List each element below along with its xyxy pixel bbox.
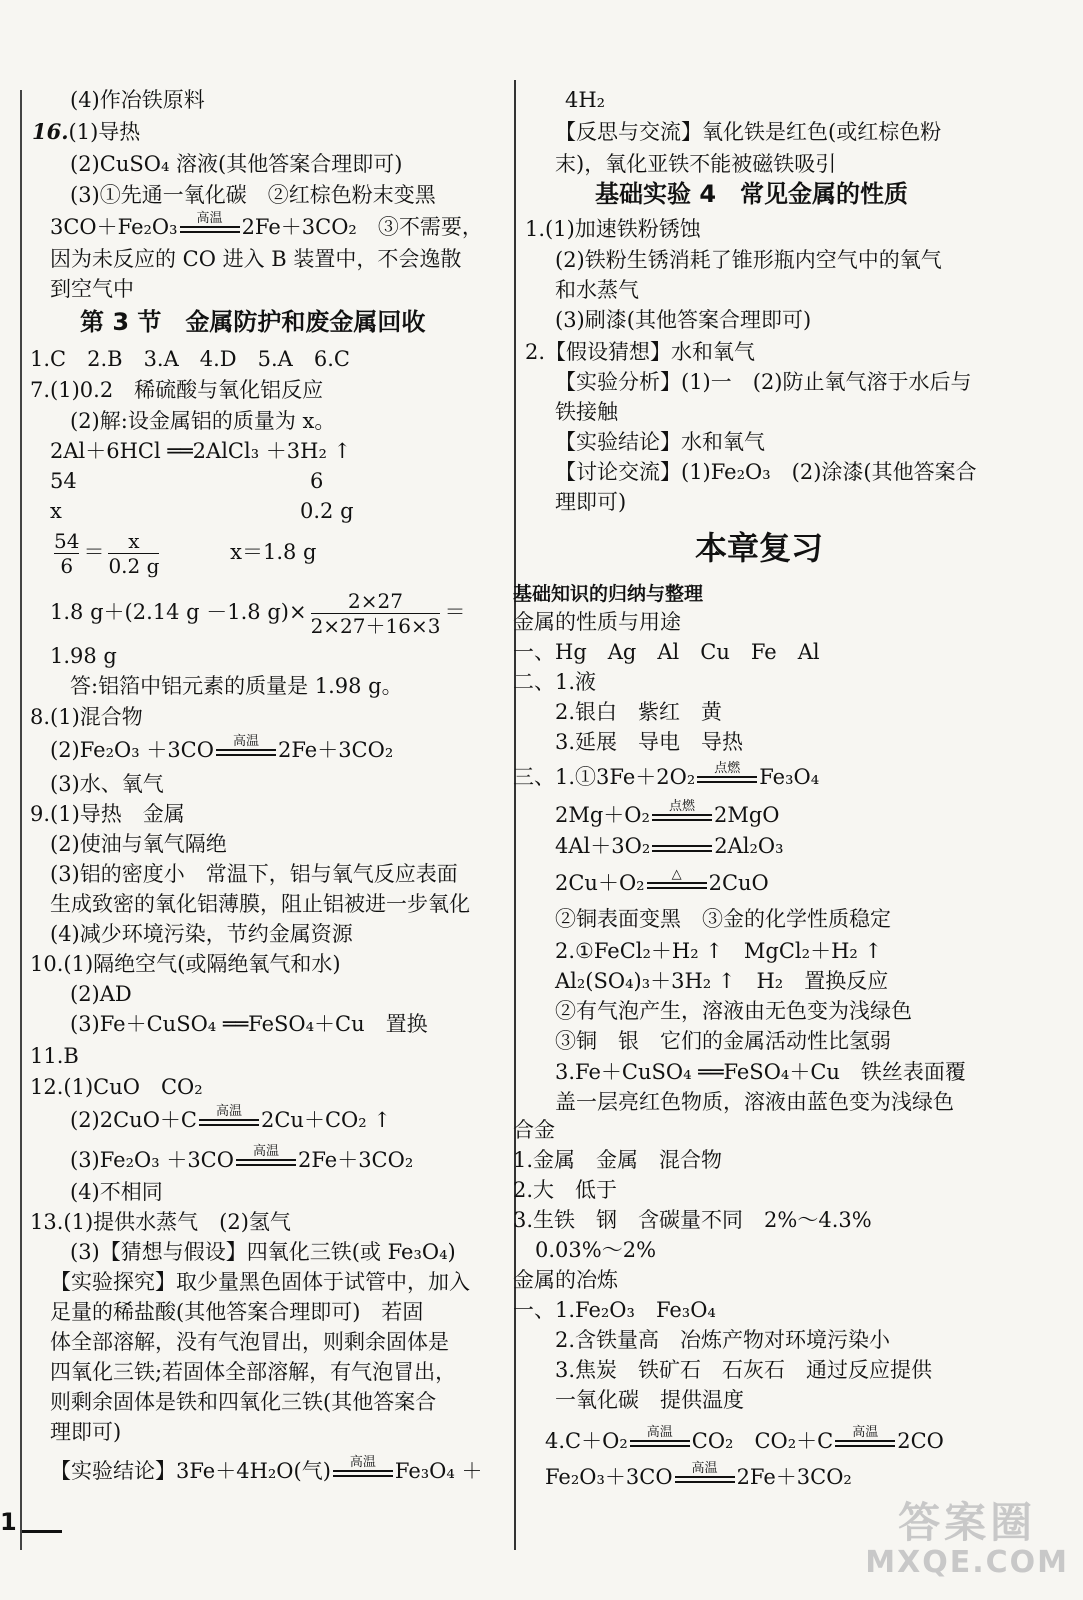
reaction-condition	[647, 868, 707, 897]
answer-line: (3)水、氧气	[50, 772, 164, 796]
equation-left: 2Mg＋O₂	[555, 803, 650, 827]
equation-right: 2CuO	[708, 871, 769, 895]
equals-bar	[647, 882, 707, 889]
answer-line: 0.03%～2%	[535, 1238, 657, 1262]
answer-line: 1.金属 金属 混合物	[513, 1148, 723, 1172]
equation-right: Fe₃O₄ ＋	[394, 1459, 483, 1483]
condition-text: 点燃	[668, 799, 695, 814]
answer-line: ③铜 银 它们的金属活动性比氢弱	[555, 1029, 891, 1053]
equation-right: 2Fe＋3CO₂	[297, 1148, 414, 1172]
condition-text: 高温	[196, 211, 223, 226]
ratio-value: 0.2 g	[300, 499, 354, 523]
reaction-condition	[180, 212, 240, 241]
reaction-condition	[199, 1105, 259, 1134]
reaction-condition	[652, 800, 712, 829]
topic-heading: 金属的冶炼	[513, 1268, 618, 1292]
equation-left: (2)Fe₂O₃ ＋3CO	[50, 738, 214, 762]
equation-line	[50, 212, 483, 241]
equals-bar	[333, 1470, 393, 1477]
answer-line: 【实验结论】水和氧气	[555, 430, 765, 454]
equation-right: 2Fe＋3CO₂	[277, 738, 394, 762]
reaction-condition	[630, 1426, 690, 1455]
answer-line: 足量的稀盐酸(其他答案合理即可) 若固	[50, 1300, 424, 1324]
equation-left: 2Cu＋O₂	[555, 871, 645, 895]
condition-text: 高温	[852, 1425, 879, 1440]
chapter-review-title: 本章复习	[695, 529, 824, 567]
equals-bar	[630, 1440, 690, 1447]
answer-line: 铁接触	[555, 400, 618, 424]
footer-decoration	[22, 1526, 62, 1533]
equals-bar	[652, 845, 712, 852]
answer-line: 1.C 2.B 3.A 4.D 5.A 6.C	[30, 347, 350, 371]
topic-heading: 合金	[513, 1118, 555, 1142]
answer-line: 一、1.Fe₂O₃ Fe₃O₄	[513, 1298, 716, 1322]
calc-left: 1.8 g＋(2.14 g －1.8 g)×	[50, 600, 307, 624]
answer-line: 2.含铁量高 冶炼产物对环境污染小	[555, 1328, 891, 1352]
answer-line: (3)【猜想与假设】四氧化三铁(或 Fe₃O₄)	[70, 1240, 456, 1264]
answer-line: 1.(1)加速铁粉锈蚀	[525, 217, 701, 241]
equation-right: 2Fe＋3CO₂ ③不需要，	[241, 215, 483, 239]
result: x＝1.8 g	[230, 540, 317, 564]
question-number: 16.	[32, 119, 69, 144]
answer-line: 【讨论交流】(1)Fe₂O₃ (2)涂漆(其他答案合	[555, 460, 977, 484]
equation-line	[50, 735, 393, 764]
reaction-condition	[697, 762, 757, 791]
answer-line: 则剩余固体是铁和四氧化三铁(其他答案合	[50, 1390, 437, 1414]
answer-line: (4)作冶铁原料	[70, 88, 205, 112]
condition-text: 高温	[232, 734, 259, 749]
reaction-condition	[236, 1145, 296, 1174]
answer-line: 一、Hg Ag Al Cu Fe Al	[513, 640, 820, 664]
fraction	[311, 589, 441, 638]
equals-bar	[236, 1159, 296, 1166]
ratio-value: x	[50, 499, 62, 523]
answer-line: 【实验分析】(1)一 (2)防止氧气溶于水后与	[555, 370, 972, 394]
equation-line	[50, 1456, 483, 1485]
answer-line: 【反思与交流】氧化铁是红色(或红棕色粉	[555, 120, 942, 144]
answer-line: 体全部溶解，没有气泡冒出，则剩余固体是	[50, 1330, 449, 1354]
page-number: 1	[0, 1508, 17, 1536]
answer-line: ②铜表面变黑 ③金的化学性质稳定	[555, 907, 891, 931]
numerator: x	[108, 529, 159, 554]
subsection-heading: 基础知识的归纳与整理	[513, 583, 704, 605]
watermark-url: MXQE.COM	[865, 1545, 1069, 1580]
equation-left: 4Al＋3O₂	[555, 834, 651, 858]
answer-line: 3.延展 导电 导热	[555, 730, 744, 754]
reaction-condition	[652, 845, 712, 860]
reaction-condition	[216, 735, 276, 764]
equation-line	[555, 800, 779, 829]
answer-line: 2.银白 紫红 黄	[555, 700, 723, 724]
answer-line: 2.①FeCl₂＋H₂ ↑ MgCl₂＋H₂ ↑	[555, 939, 883, 963]
answer-line: 末)，氧化亚铁不能被磁铁吸引	[555, 152, 837, 176]
answer-line: (2)使油与氧气隔绝	[50, 832, 227, 856]
answer-line: (3)Fe＋CuSO₄ ══FeSO₄＋Cu 置换	[70, 1012, 428, 1036]
proportion-line: $\frac{54}{6}$ ＝ $\frac{x}{0.2 g}$ x＝1.8 g	[54, 529, 317, 578]
answer-line: 理即可)	[555, 490, 627, 514]
condition-text: 高温	[691, 1461, 718, 1476]
equals-bar	[697, 776, 757, 783]
answer-line: (3)①先通一氧化碳 ②红棕色粉末变黑	[70, 183, 436, 207]
answer-line: 因为未反应的 CO 进入 B 装置中，不会逸散	[50, 247, 462, 271]
answer-line: 3.Fe＋CuSO₄ ══FeSO₄＋Cu 铁丝表面覆	[555, 1060, 966, 1084]
equals-bar	[675, 1476, 735, 1483]
answer-line: 【实验探究】取少量黑色固体于试管中，加入	[50, 1270, 470, 1294]
equals: ＝	[444, 600, 466, 624]
answer-line: 答:铝箔中铝元素的质量是 1.98 g。	[70, 674, 403, 698]
denominator: 2×27＋16×3	[310, 614, 441, 638]
question-16	[32, 118, 140, 146]
answer-line: (3)刷漆(其他答案合理即可)	[555, 308, 812, 332]
equation-left: 3CO＋Fe₂O₃	[50, 215, 178, 239]
answer-line: (2)AD	[70, 982, 132, 1006]
equation-right: 2Cu＋CO₂ ↑	[260, 1108, 391, 1132]
fraction	[54, 529, 79, 578]
answer-line: 一氧化碳 提供温度	[555, 1388, 744, 1412]
answer-line: 10.(1)隔绝空气(或隔绝氧气和水)	[30, 952, 341, 976]
answer-line: 四氧化三铁;若固体全部溶解，有气泡冒出，	[50, 1360, 457, 1384]
equals-bar	[835, 1440, 895, 1447]
section-heading: 基础实验 4 常见金属的性质	[595, 180, 909, 208]
answer-line: 理即可)	[50, 1420, 122, 1444]
reaction-condition	[835, 1426, 895, 1455]
section-heading: 第 3 节 金属防护和废金属回收	[80, 308, 426, 336]
answer-line: (4)减少环境污染，节约金属资源	[50, 922, 353, 946]
equation-line	[513, 762, 819, 791]
equation-left: 4.C＋O₂	[545, 1429, 628, 1453]
reaction-condition	[333, 1456, 393, 1485]
answer-line: (4)不相同	[70, 1180, 163, 1204]
answer-line: 3.焦炭 铁矿石 石灰石 通过反应提供	[555, 1358, 933, 1382]
equation-right: 2MgO	[713, 803, 780, 827]
watermark-title: 答案圈	[898, 1498, 1037, 1547]
answer-line: 9.(1)导热 金属	[30, 802, 185, 826]
denominator: 6	[60, 554, 74, 578]
condition-text: 高温	[215, 1104, 242, 1119]
answer-line: (3)铝的密度小 常温下，铝与氧气反应表面	[50, 862, 458, 886]
answer-line: 二、1.液	[513, 670, 597, 694]
answer-line: ②有气泡产生，溶液由无色变为浅绿色	[555, 999, 912, 1023]
reaction-condition	[675, 1462, 735, 1491]
equation-line	[555, 868, 769, 897]
equation-left: 【实验结论】3Fe＋4H₂O(气)	[50, 1459, 331, 1483]
answer-line: 4H₂	[565, 88, 606, 112]
answer-line: 生成致密的氧化铝薄膜，阻止铝被进一步氧化	[50, 892, 470, 916]
numerator: 54	[54, 529, 80, 553]
equation-line	[70, 1145, 413, 1174]
equals-bar	[180, 226, 240, 233]
equation-left: (2)2CuO＋C	[70, 1108, 197, 1132]
watermark	[865, 1500, 1069, 1580]
right-column	[513, 0, 1065, 1600]
equals-bar	[199, 1119, 259, 1126]
column-divider	[514, 80, 516, 1550]
equals-bar	[652, 814, 712, 821]
equation-right: 2CO	[897, 1429, 944, 1453]
equation-line	[545, 1462, 852, 1491]
answer-line: 2.【假设猜想】水和氧气	[525, 340, 756, 364]
fraction	[108, 529, 159, 578]
answer-line: 到空气中	[50, 277, 134, 301]
equation-right: 2Al₂O₃	[714, 834, 784, 858]
answer-line: 3.生铁 钢 含碳量不同 2%～4.3%	[513, 1208, 872, 1232]
left-column	[20, 0, 500, 1600]
calculation-line	[50, 588, 465, 638]
answer-line: 12.(1)CuO CO₂	[30, 1075, 203, 1099]
equation-middle: CO₂ CO₂＋C	[691, 1429, 834, 1453]
equation-left: (3)Fe₂O₃ ＋3CO	[70, 1148, 234, 1172]
answer-line: 13.(1)提供水蒸气 (2)氢气	[30, 1210, 291, 1234]
answer-line: 2.大 低于	[513, 1178, 618, 1202]
equation-left: 三、1.①3Fe＋2O₂	[513, 765, 696, 789]
equation-left: Fe₂O₃＋3CO	[545, 1465, 673, 1489]
equation-line: 2Al＋6HCl ══2AlCl₃ ＋3H₂ ↑	[50, 439, 352, 463]
answer-line: 1.98 g	[50, 644, 117, 668]
condition-text: 高温	[349, 1455, 376, 1470]
answer-line: (2)解:设金属铝的质量为 x。	[70, 409, 336, 433]
answer-text: (1)导热	[68, 120, 141, 144]
ratio-value: 54	[50, 469, 77, 493]
answer-line: 7.(1)0.2 稀硫酸与氧化铝反应	[30, 378, 324, 402]
answer-line: 和水蒸气	[555, 278, 639, 302]
equation-right: 2Fe＋3CO₂	[736, 1465, 852, 1489]
answer-line: (2)铁粉生锈消耗了锥形瓶内空气中的氧气	[555, 248, 942, 272]
answer-line: 8.(1)混合物	[30, 705, 143, 729]
ratio-value: 6	[310, 469, 324, 493]
equation-right: Fe₃O₄	[759, 765, 820, 789]
answer-line: Al₂(SO₄)₃＋3H₂ ↑ H₂ 置换反应	[555, 969, 889, 993]
topic-heading: 金属的性质与用途	[513, 610, 681, 634]
equation-line	[555, 832, 784, 860]
answer-line: 11.B	[30, 1044, 79, 1068]
numerator: 2×27	[311, 589, 441, 614]
equation-line	[70, 1105, 391, 1134]
condition-text: 高温	[252, 1144, 279, 1159]
answer-line: (2)CuSO₄ 溶液(其他答案合理即可)	[70, 152, 403, 176]
equation-line	[545, 1426, 944, 1455]
condition-text: 高温	[646, 1425, 673, 1440]
answer-line: 盖一层亮红色物质，溶液由蓝色变为浅绿色	[555, 1090, 954, 1114]
denominator: 0.2 g	[108, 554, 160, 578]
condition-text: △	[671, 867, 682, 882]
condition-text: 点燃	[714, 761, 741, 776]
equals-bar	[216, 749, 276, 756]
